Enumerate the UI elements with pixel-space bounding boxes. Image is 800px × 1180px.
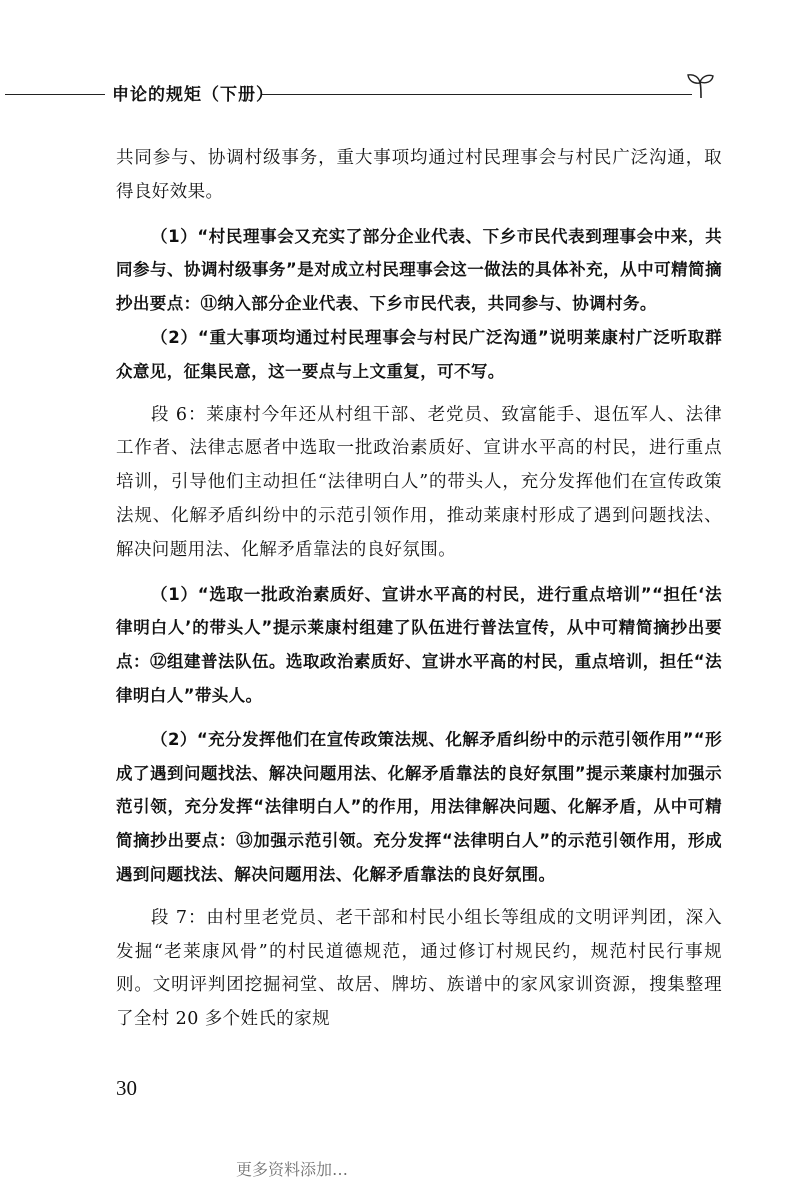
body-text — [116, 142, 722, 1037]
footer-fragment: 更多资料添加… — [236, 1160, 349, 1179]
paragraph-3: （2）“重大事项均通过村民理事会与村民广泛沟通”说明莱康村广泛听取群众意见，征集民意，这一要点与上文重复，可不写。 — [116, 327, 722, 381]
paragraph-1: 共同参与、协调村级事务，重大事项均通过村民理事会与村民广泛沟通，取得良好效果。 — [116, 148, 722, 202]
paragraph-4: 段 6：莱康村今年还从村组干部、老党员、致富能手、退伍军人、法律工作者、法律志愿者中选取一批政治素质好、宣讲水平高的村民，进行重点培训，引导他们主动担任“法律明白人”的带头人，充分发挥他们在宣传政策法规、化解矛盾纠纷中的示范引领作用，推动莱康村形成了遇到问题找法、解决问题用法、化解矛盾靠法的良好氛围。 — [116, 404, 722, 560]
page-number: 30 — [116, 1076, 137, 1100]
paragraph-6: （2）“充分发挥他们在宣传政策法规、化解矛盾纠纷中的示范引领作用”“形成了遇到问题找法、解决问题用法、化解矛盾靠法的良好氛围”提示莱康村加强示范引领，充分发挥“法律明白人”的作用，用法律解决问题、化解矛盾，从中可精简摘抄出要点：⑬加强示范引领。充分发挥“法律明白人”的示范引领作用，形成遇到问题找法、解决问题用法、化解矛盾靠法的良好氛围。 — [116, 729, 722, 884]
header-rule-right — [262, 94, 692, 95]
running-header — [0, 72, 800, 112]
sprout-icon — [684, 72, 718, 100]
paragraph-2: （1）“村民理事会又充实了部分企业代表、下乡市民代表到理事会中来，共同参与、协调村级事务”是对成立村民理事会这一做法的具体补充，从中可精简摘抄出要点：⑪纳入部分企业代表、下乡市民代表，共同参与、协调村务。 — [116, 226, 722, 314]
book-title: 申论的规矩（下册） — [112, 85, 274, 105]
header-rule-left — [5, 94, 105, 95]
paragraph-7: 段 7：由村里老党员、老干部和村民小组长等组成的文明评判团，深入发掘“老莱康风骨”的村民道德规范，通过修订村规民约，规范村民行事规则。文明评判团挖掘祠堂、故居、牌坊、族谱中的家风家训资源，搜集整理了全村 20 多个姓氏的家规 — [116, 907, 722, 1030]
paragraph-5: （1）“选取一批政治素质好、宣讲水平高的村民，进行重点培训”“担任‘法律明白人’的带头人”提示莱康村组建了队伍进行普法宣传，从中可精简摘抄出要点：⑫组建普法队伍。选取政治素质好、宣讲水平高的村民，重点培训，担任“法律明白人”带头人。 — [116, 584, 722, 705]
